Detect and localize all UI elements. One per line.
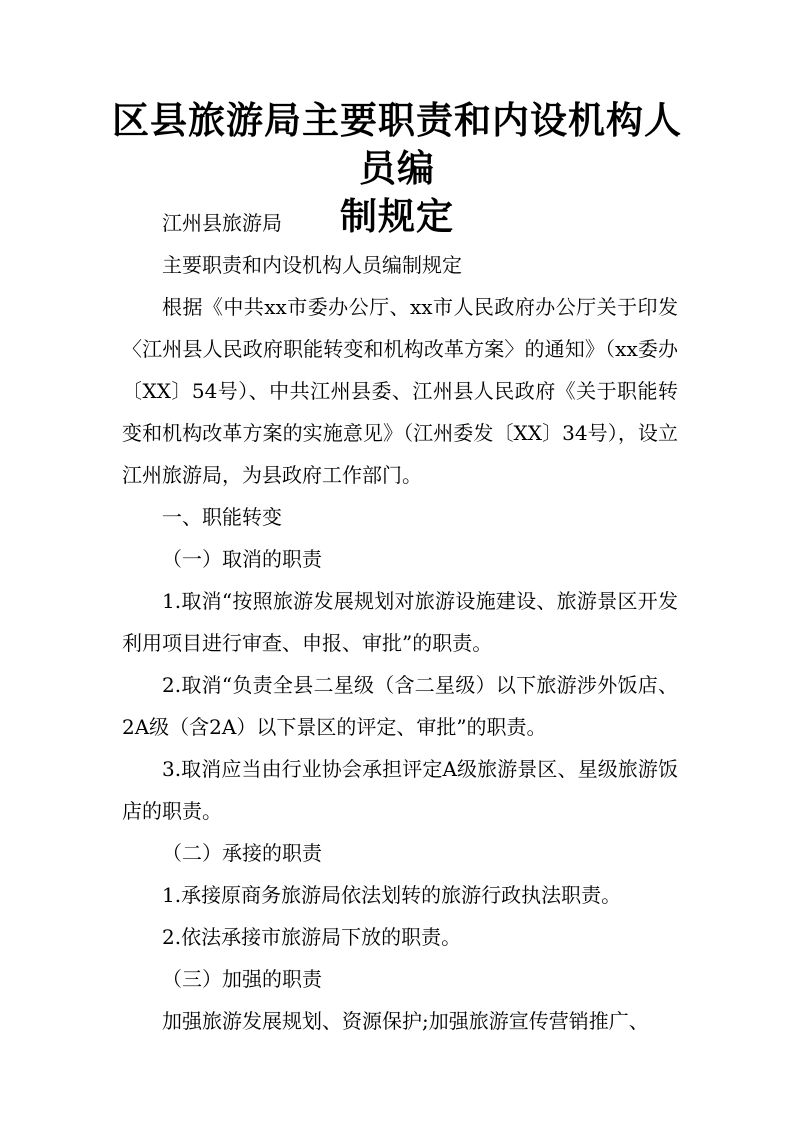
list-item: 2.取消“负责全县二星级（含二星级）以下旅游涉外饭店、2A级（含2A）以下景区的评定、审批”的职责。 xyxy=(122,673,678,739)
basis-paragraph: 根据《中共xx市委办公厅、xx市人民政府办公厅关于印发〈江州县人民政府职能转变和机构改革方案〉的通知》（xx委办〔XX〕54号）、中共江州县委、江州县人民政府《关于职能转变和机构改革方案的实施意见》（江州委发〔XX〕34号），设立江州旅游局，为县政府工作部门。 xyxy=(122,295,678,487)
document-title-line-1: 区县旅游局主要职责和内设机构人员编 xyxy=(112,98,682,190)
list-item: 2.依法承接市旅游局下放的职责。 xyxy=(162,925,462,949)
org-name-paragraph: 江州县旅游局 xyxy=(162,211,282,235)
list-item: 3.取消应当由行业协会承担评定A级旅游景区、星级旅游饭店的职责。 xyxy=(122,757,678,823)
strengthen-paragraph: 加强旅游发展规划、资源保护;加强旅游宣传营销推广、 xyxy=(162,1009,649,1033)
list-item: 1.承接原商务旅游局依法划转的旅游行政执法职责。 xyxy=(162,883,622,907)
section-heading-1: 一、职能转变 xyxy=(162,505,282,529)
subsection-heading-3: （三）加强的职责 xyxy=(162,967,322,991)
list-item: 1.取消“按照旅游发展规划对旅游设施建设、旅游景区开发利用项目进行审查、申报、审批”的职责。 xyxy=(122,589,678,655)
subsection-heading-1: （一）取消的职责 xyxy=(162,547,322,571)
subsection-heading-2: （二）承接的职责 xyxy=(162,841,322,865)
document-body xyxy=(122,202,678,1042)
document-title-line-2: 制规定 xyxy=(340,194,454,238)
subtitle-paragraph: 主要职责和内设机构人员编制规定 xyxy=(162,253,462,277)
